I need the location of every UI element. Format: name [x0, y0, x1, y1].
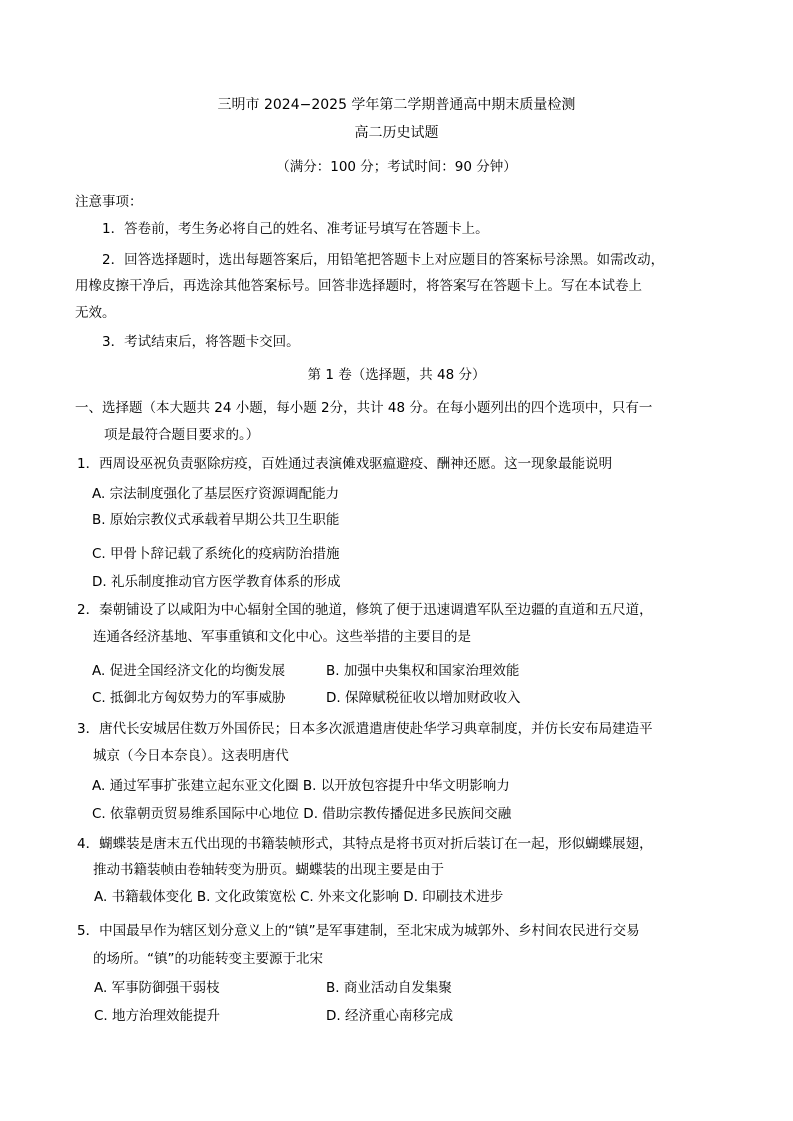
question-2-option-b: B. 加强中央集权和国家治理效能 — [326, 663, 520, 679]
question-5-stem-line1: 5．中国最早作为辖区划分意义上的“镇”是军事建制，至北宋成为城郭外、乡村间农民进行交易 — [77, 923, 640, 939]
notes-item-2-line3: 无效。 — [75, 305, 116, 321]
notes-heading: 注意事项： — [75, 194, 143, 210]
question-1-option-b: B. 原始宗教仪式承载着早期公共卫生职能 — [92, 512, 340, 528]
question-4-options: A. 书籍载体变化 B. 文化政策宽松 C. 外来文化影响 D. 印刷技术进步 — [94, 889, 504, 905]
question-2-stem-line2: 连通各经济基地、军事重镇和文化中心。这些举措的主要目的是 — [93, 629, 471, 645]
section-intro-line1: 一、选择题（本大题共 24 小题，每小题 2分，共计 48 分。在每小题列出的四个选项中，只有一 — [75, 400, 653, 416]
question-4-stem-line2: 推动书籍装帧由卷轴转变为册页。蝴蝶装的出现主要是由于 — [93, 862, 444, 878]
question-2-option-c: C. 抵御北方匈奴势力的军事威胁 — [92, 690, 286, 706]
section-title: 第 1 卷（选择题，共 48 分） — [307, 367, 486, 383]
question-2-stem-line1: 2．秦朝铺设了以咸阳为中心辐射全国的驰道，修筑了便于迅速调遣军队至边疆的直道和五尺道， — [77, 602, 653, 618]
question-5-option-a: A. 军事防御强干弱枝 — [94, 980, 220, 996]
question-3-options-ab: A. 通过军事扩张建立起东亚文化圈 B. 以开放包容提升中华文明影响力 — [92, 778, 510, 794]
exam-info: （满分：100 分；考试时间：90 分钟） — [276, 159, 517, 175]
question-3-options-cd: C. 依靠朝贡贸易维系国际中心地位 D. 借助宗教传播促进多民族间交融 — [92, 806, 512, 822]
notes-item-2-line2: 用橡皮擦干净后，再选涂其他答案标号。回答非选择题时，将答案写在答题卡上。写在本试卷上 — [75, 278, 642, 294]
question-5-option-c: C. 地方治理效能提升 — [94, 1008, 221, 1024]
question-5-option-b: B. 商业活动自发集聚 — [326, 980, 452, 996]
exam-subject-title: 高二历史试题 — [354, 125, 439, 141]
question-1-option-c: C. 甲骨卜辞记载了系统化的疫病防治措施 — [92, 546, 340, 562]
question-2-option-d: D. 保障赋税征收以增加财政收入 — [326, 690, 521, 706]
question-5-stem-line2: 的场所。“镇”的功能转变主要源于北宋 — [93, 951, 323, 967]
notes-item-3: 3．考试结束后，将答题卡交回。 — [102, 334, 300, 350]
question-2-option-a: A. 促进全国经济文化的均衡发展 — [92, 663, 286, 679]
question-1-option-d: D. 礼乐制度推动官方医学教育体系的形成 — [92, 574, 341, 590]
question-3-stem-line2: 城京（今日本奈良）。这表明唐代 — [93, 748, 289, 764]
question-5-option-d: D. 经济重心南移完成 — [326, 1008, 453, 1024]
question-1-option-a: A. 宗法制度强化了基层医疗资源调配能力 — [92, 486, 340, 502]
question-1-stem: 1．西周设巫祝负责驱除疠疫，百姓通过表演傩戏驱瘟避疫、酬神还愿。这一现象最能说明 — [77, 456, 613, 472]
question-4-stem-line1: 4．蝴蝶装是唐末五代出现的书籍装帧形式，其特点是将书页对折后装订在一起，形似蝴蝶展翅， — [77, 836, 653, 852]
notes-item-1: 1．答卷前，考生务必将自己的姓名、准考证号填写在答题卡上。 — [102, 221, 489, 237]
section-intro-line2: 项是最符合题目要求的。） — [104, 427, 260, 443]
exam-title: 三明市 2024−2025 学年第二学期普通高中期末质量检测 — [217, 97, 576, 113]
notes-item-2-line1: 2．回答选择题时，选出每题答案后，用铅笔把答题卡上对应题目的答案标号涂黑。如需改动， — [102, 252, 665, 268]
question-3-stem-line1: 3．唐代长安城居住数万外国侨民；日本多次派遣遣唐使赴华学习典章制度，并仿长安布局建造平 — [77, 721, 653, 737]
